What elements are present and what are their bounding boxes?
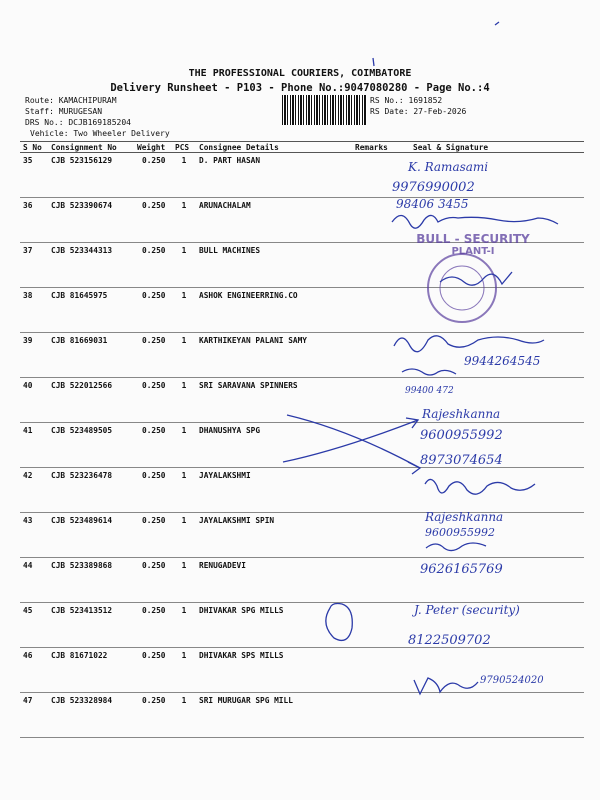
cell-consignee: BULL MACHINES	[196, 243, 352, 288]
cell-pcs: 1	[172, 693, 196, 738]
table-row	[20, 693, 584, 738]
cell-pcs: 1	[172, 153, 196, 198]
col-sno: S No	[20, 142, 48, 153]
cell-consignment: CJB 523413512	[48, 603, 134, 648]
cell-weight: 0.250	[134, 333, 172, 378]
cell-weight: 0.250	[134, 288, 172, 333]
phone-45: 9626165769	[420, 562, 503, 577]
cell-consignment: CJB 81669031	[48, 333, 134, 378]
cell-weight: 0.250	[134, 153, 172, 198]
drs-number: DRS No.: DCJB169185204	[25, 118, 131, 127]
cell-consignee: DHIVAKAR SPS MILLS	[196, 648, 352, 693]
cell-signature	[410, 468, 584, 513]
cell-consignment: CJB 523489614	[48, 513, 134, 558]
phone-47: 9790524020	[480, 675, 544, 686]
signature-35: K. Ramasami	[408, 160, 489, 174]
cell-sno: 46	[20, 648, 48, 693]
cell-consignee: ASHOK ENGINEERRING.CO	[196, 288, 352, 333]
cell-remarks	[352, 378, 410, 423]
cell-pcs: 1	[172, 513, 196, 558]
phone-40: 9944264545	[464, 354, 541, 368]
cell-weight: 0.250	[134, 558, 172, 603]
cell-remarks	[352, 513, 410, 558]
cell-remarks	[352, 648, 410, 693]
cell-signature	[410, 288, 584, 333]
cell-pcs: 1	[172, 423, 196, 468]
table-row	[20, 288, 584, 333]
cell-consignee: KARTHIKEYAN PALANI SAMY	[196, 333, 352, 378]
cell-consignment: CJB 523390674	[48, 198, 134, 243]
corner-mark	[373, 22, 499, 66]
col-consignee: Consignee Details	[196, 142, 352, 153]
cell-pcs: 1	[172, 558, 196, 603]
phone-40b: 99400 472	[405, 386, 454, 396]
rs-date: RS Date: 27-Feb-2026	[370, 107, 467, 116]
phone-35: 9976990002	[392, 180, 475, 195]
cell-weight: 0.250	[134, 378, 172, 423]
phone-42: 8973074654	[420, 453, 503, 468]
cell-weight: 0.250	[134, 198, 172, 243]
cell-sno: 36	[20, 198, 48, 243]
cell-remarks	[352, 288, 410, 333]
col-consignment: Consignment No	[48, 142, 134, 153]
cell-consignee: RENUGADEVI	[196, 558, 352, 603]
cell-remarks	[352, 693, 410, 738]
cell-remarks	[352, 558, 410, 603]
cell-sno: 37	[20, 243, 48, 288]
phone-36: 98406 3455	[396, 197, 469, 211]
col-weight: Weight	[134, 142, 172, 153]
table-row	[20, 153, 584, 198]
cell-pcs: 1	[172, 243, 196, 288]
cell-sno: 38	[20, 288, 48, 333]
signature-41: Rajeshkanna	[422, 407, 501, 421]
col-remarks: Remarks	[352, 142, 410, 153]
cell-consignee: JAYALAKSHMI SPIN	[196, 513, 352, 558]
cell-consignment: CJB 523156129	[48, 153, 134, 198]
security-stamp	[398, 232, 548, 257]
cell-sno: 44	[20, 558, 48, 603]
cell-remarks	[352, 468, 410, 513]
cell-pcs: 1	[172, 468, 196, 513]
cell-consignee: DHANUSHYA SPG	[196, 423, 352, 468]
cell-pcs: 1	[172, 198, 196, 243]
cell-pcs: 1	[172, 378, 196, 423]
route: Route: KAMACHIPURAM	[25, 96, 117, 105]
col-pcs: PCS	[172, 142, 196, 153]
cell-consignment: CJB 523236478	[48, 468, 134, 513]
signature-44: Rajeshkanna	[425, 510, 504, 524]
cell-pcs: 1	[172, 288, 196, 333]
phone-41: 9600955992	[420, 428, 503, 443]
runsheet-title: Delivery Runsheet - P103 - Phone No.:9047080280 - Page No.:4	[110, 82, 490, 94]
cell-pcs: 1	[172, 603, 196, 648]
cell-consignment: CJB 81671022	[48, 648, 134, 693]
cell-sno: 40	[20, 378, 48, 423]
phone-44: 9600955992	[425, 526, 495, 539]
cell-remarks	[352, 423, 410, 468]
table-row	[20, 468, 584, 513]
vehicle: Vehicle: Two Wheeler Delivery	[30, 129, 170, 138]
cell-sno: 35	[20, 153, 48, 198]
cell-signature	[410, 693, 584, 738]
cell-sno: 41	[20, 423, 48, 468]
cell-consignment: CJB 522012566	[48, 378, 134, 423]
cell-remarks	[352, 333, 410, 378]
cell-weight: 0.250	[134, 648, 172, 693]
cell-consignment: CJB 523344313	[48, 243, 134, 288]
rs-number: RS No.: 1691852	[370, 96, 443, 105]
cell-weight: 0.250	[134, 693, 172, 738]
stamp-line-1: BULL - SECURITY	[416, 232, 530, 246]
cell-pcs: 1	[172, 333, 196, 378]
company-title: THE PROFESSIONAL COURIERS, COIMBATORE	[188, 68, 412, 79]
cell-consignee: D. PART HASAN	[196, 153, 352, 198]
cell-sno: 47	[20, 693, 48, 738]
cell-sno: 43	[20, 513, 48, 558]
table-header	[20, 142, 584, 153]
signature-46: J. Peter (security)	[414, 603, 520, 617]
cell-remarks	[352, 603, 410, 648]
cell-weight: 0.250	[134, 468, 172, 513]
cell-consignment: CJB 523489505	[48, 423, 134, 468]
cell-weight: 0.250	[134, 423, 172, 468]
cell-consignment: CJB 523328984	[48, 693, 134, 738]
cell-consignment: CJB 523389868	[48, 558, 134, 603]
cell-consignee: DHIVAKAR SPG MILLS	[196, 603, 352, 648]
cell-consignment: CJB 81645975	[48, 288, 134, 333]
cell-consignee: JAYALAKSHMI	[196, 468, 352, 513]
cell-sno: 39	[20, 333, 48, 378]
cell-consignee: ARUNACHALAM	[196, 198, 352, 243]
cell-weight: 0.250	[134, 243, 172, 288]
cell-sno: 45	[20, 603, 48, 648]
cell-weight: 0.250	[134, 513, 172, 558]
cell-consignee: SRI MURUGAR SPG MILL	[196, 693, 352, 738]
staff: Staff: MURUGESAN	[25, 107, 103, 116]
cell-consignee: SRI SARAVANA SPINNERS	[196, 378, 352, 423]
cell-pcs: 1	[172, 648, 196, 693]
barcode	[282, 95, 367, 125]
col-signature: Seal & Signature	[410, 142, 584, 153]
cell-sno: 42	[20, 468, 48, 513]
cell-weight: 0.250	[134, 603, 172, 648]
phone-46: 8122509702	[408, 633, 491, 648]
stamp-line-2: PLANT-I	[451, 246, 495, 257]
